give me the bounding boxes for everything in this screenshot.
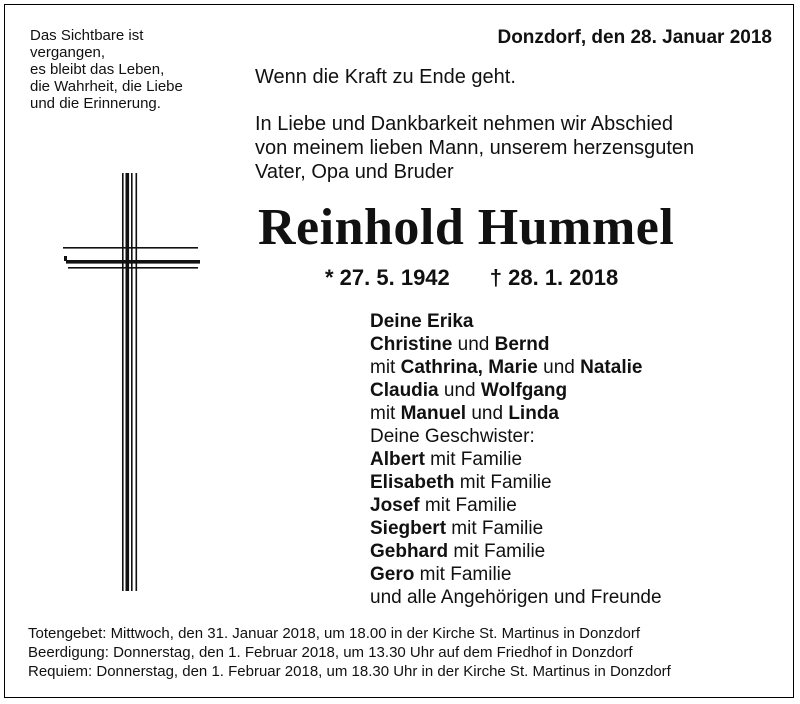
mourner-text: mit Familie	[419, 495, 517, 516]
mourners-list	[370, 310, 662, 609]
motto	[30, 27, 183, 112]
mourner-line	[370, 471, 662, 494]
mourner-text: Deine Geschwister:	[370, 426, 535, 447]
mourner-line	[370, 402, 662, 425]
deceased-name: Reinhold Hummel	[258, 199, 675, 256]
motto-line: vergangen,	[30, 44, 106, 61]
mourner-name: Elisabeth	[370, 472, 455, 493]
mourner-name: Natalie	[580, 357, 643, 378]
service-line-prayer: Totengebet: Mittwoch, den 31. Januar 2018, um 18.00 in der Kirche St. Martinus in Donzdorf	[28, 625, 641, 642]
intro-paragraph-line: von meinem lieben Mann, unserem herzensguten	[255, 137, 695, 159]
motto-line: und die Erinnerung.	[30, 95, 161, 112]
death-date: † 28. 1. 2018	[489, 265, 619, 290]
mourner-text: und	[438, 380, 481, 401]
intro-line: Wenn die Kraft zu Ende geht.	[255, 66, 516, 88]
mourner-name: Gebhard	[370, 541, 449, 562]
mourner-name: Christine	[370, 334, 453, 355]
mourner-name: Albert	[370, 449, 425, 470]
mourner-line	[370, 448, 662, 471]
mourner-text: mit	[370, 357, 401, 378]
motto-line: Das Sichtbare ist	[30, 27, 144, 44]
mourner-name: Claudia	[370, 380, 439, 401]
mourner-text: mit Familie	[414, 564, 512, 585]
mourner-name: Deine Erika	[370, 311, 474, 332]
mourner-text: mit Familie	[446, 518, 544, 539]
mourner-line	[370, 540, 662, 563]
mourner-line	[370, 586, 662, 609]
motto-line: es bleibt das Leben,	[30, 61, 165, 78]
mourner-text: und alle Angehörigen und Freunde	[370, 587, 662, 608]
cross-icon	[60, 170, 205, 595]
service-line-funeral: Beerdigung: Donnerstag, den 1. Februar 2018, um 13.30 Uhr auf dem Friedhof in Donzdorf	[28, 644, 633, 661]
intro-paragraph-line: Vater, Opa und Bruder	[255, 161, 454, 183]
life-dates	[325, 265, 618, 291]
mourner-name: Linda	[508, 403, 559, 424]
mourner-text: mit Familie	[424, 449, 523, 470]
place-date: Donzdorf, den 28. Januar 2018	[497, 27, 772, 48]
mourner-text: und	[452, 334, 495, 355]
mourner-text: und	[466, 403, 509, 424]
mourner-line	[370, 563, 662, 586]
mourner-line	[370, 333, 662, 356]
birth-date: * 27. 5. 1942	[325, 265, 450, 290]
mourner-name: Manuel	[400, 403, 467, 424]
mourner-text: mit	[370, 403, 401, 424]
mourner-line	[370, 517, 662, 540]
mourner-name: Cathrina, Marie	[400, 357, 538, 378]
mourner-name: Wolfgang	[480, 380, 568, 401]
mourner-line	[370, 379, 662, 402]
mourner-text: mit Familie	[454, 472, 552, 493]
intro-paragraph	[255, 112, 694, 184]
mourner-name: Josef	[370, 495, 420, 516]
mourner-text: und	[537, 357, 581, 378]
motto-line: die Wahrheit, die Liebe	[30, 78, 183, 95]
mourner-line	[370, 310, 662, 333]
mourner-text: mit Familie	[448, 541, 546, 562]
intro-paragraph-line: In Liebe und Dankbarkeit nehmen wir Abschied	[255, 113, 674, 135]
mourner-name: Bernd	[494, 334, 550, 355]
mourner-line	[370, 425, 662, 448]
mourner-line	[370, 494, 662, 517]
mourner-name: Siegbert	[370, 518, 447, 539]
service-schedule	[28, 624, 671, 681]
mourner-line	[370, 356, 662, 379]
service-line-requiem: Requiem: Donnerstag, den 1. Februar 2018, um 18.30 Uhr in der Kirche St. Martinus in Donzdorf	[28, 663, 671, 680]
mourner-name: Gero	[370, 564, 415, 585]
